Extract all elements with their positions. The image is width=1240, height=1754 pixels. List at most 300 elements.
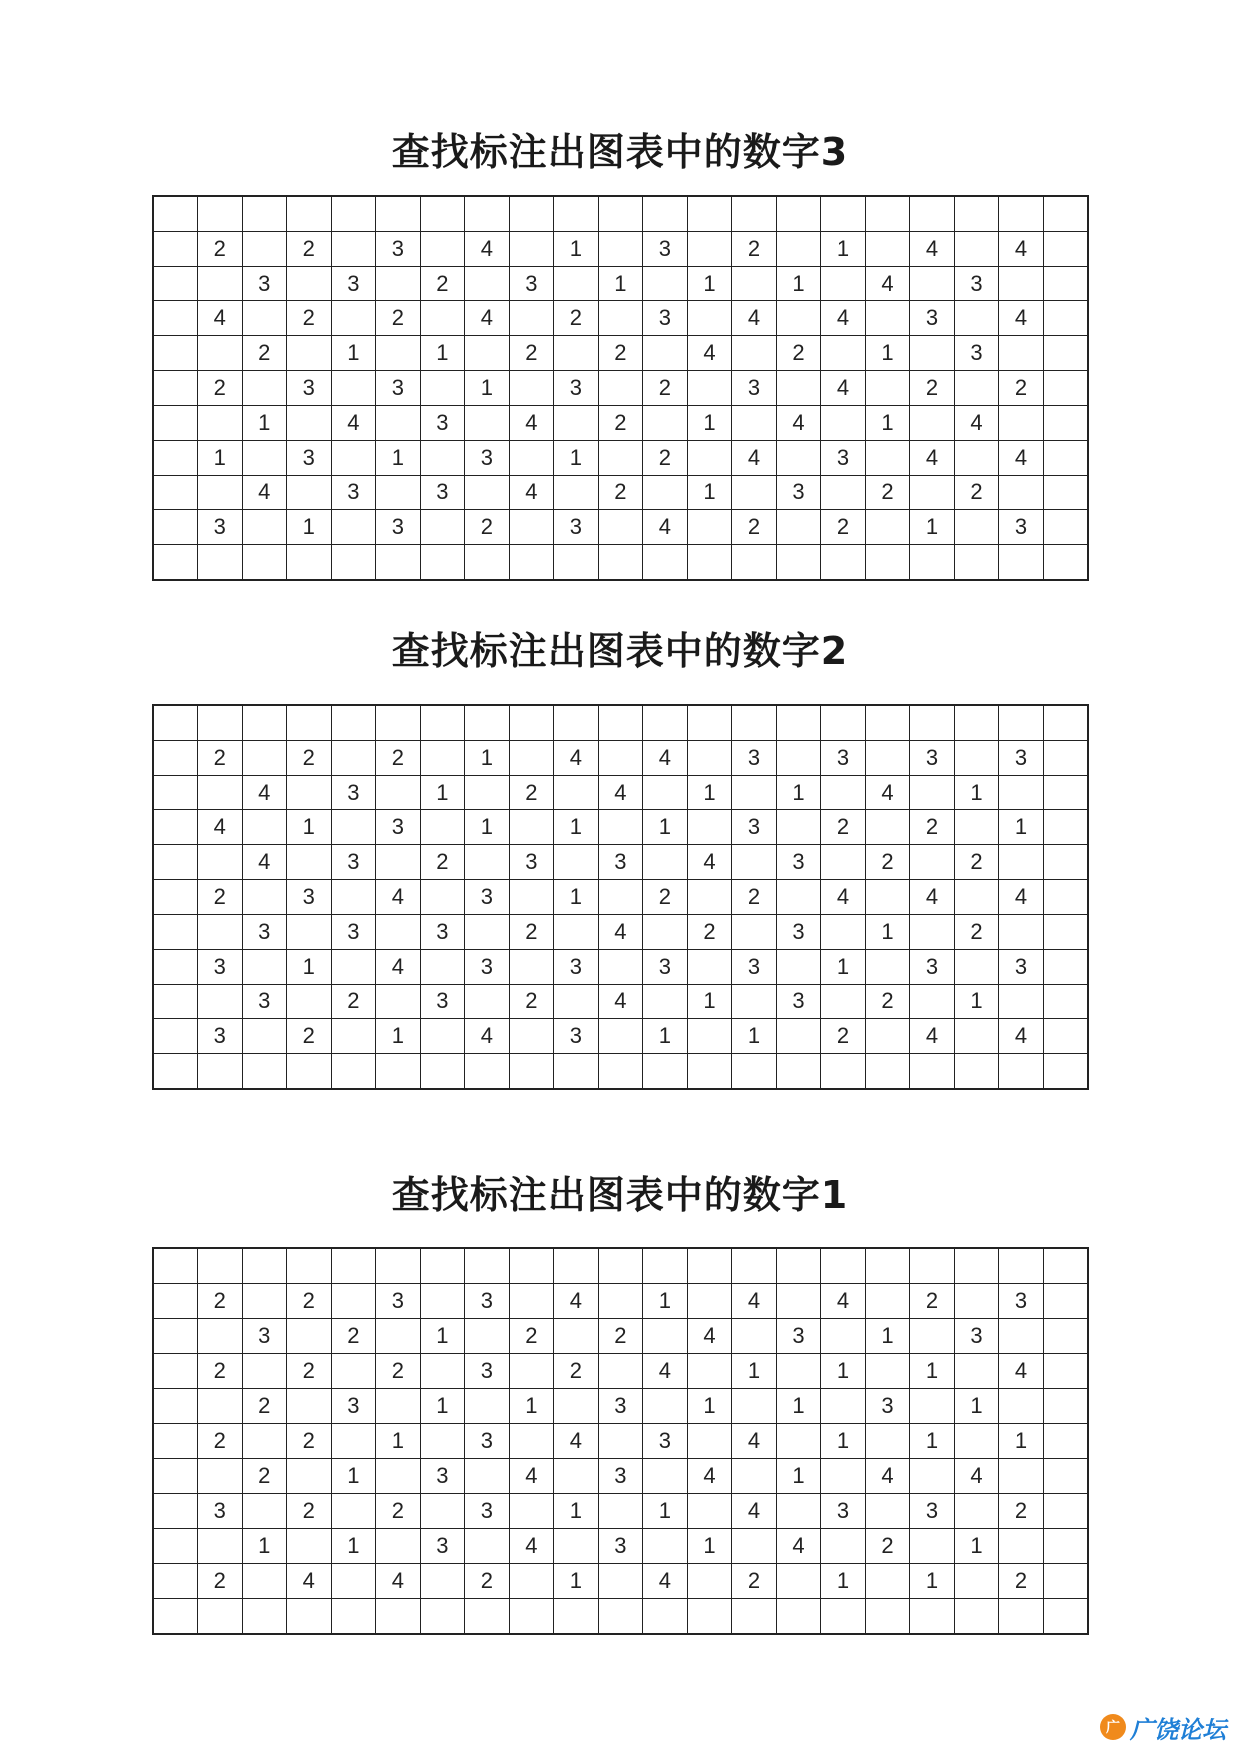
grid-cell[interactable]: 3: [465, 949, 510, 984]
grid-cell[interactable]: [732, 1318, 777, 1353]
grid-cell[interactable]: [1043, 336, 1088, 371]
grid-cell[interactable]: 1: [687, 984, 732, 1019]
grid-cell[interactable]: [821, 266, 866, 301]
grid-cell[interactable]: [420, 1054, 465, 1089]
grid-cell[interactable]: [242, 810, 287, 845]
grid-cell[interactable]: [376, 845, 421, 880]
grid-cell[interactable]: [331, 440, 376, 475]
grid-cell[interactable]: 1: [732, 1353, 777, 1388]
grid-cell[interactable]: [999, 984, 1044, 1019]
grid-cell[interactable]: 3: [376, 371, 421, 406]
grid-cell[interactable]: [999, 475, 1044, 510]
grid-cell[interactable]: 1: [242, 405, 287, 440]
grid-cell[interactable]: [287, 1054, 332, 1089]
grid-cell[interactable]: [331, 301, 376, 336]
grid-cell[interactable]: 2: [598, 1318, 643, 1353]
grid-cell[interactable]: [420, 231, 465, 266]
grid-cell[interactable]: 1: [554, 231, 599, 266]
grid-cell[interactable]: [509, 231, 554, 266]
grid-cell[interactable]: 3: [910, 949, 955, 984]
grid-cell[interactable]: 4: [687, 336, 732, 371]
grid-cell[interactable]: [999, 405, 1044, 440]
grid-cell[interactable]: [153, 705, 198, 740]
grid-cell[interactable]: 2: [687, 914, 732, 949]
grid-cell[interactable]: [153, 845, 198, 880]
grid-cell[interactable]: 1: [554, 810, 599, 845]
grid-cell[interactable]: [465, 1248, 510, 1284]
grid-cell[interactable]: 2: [865, 984, 910, 1019]
grid-cell[interactable]: 3: [242, 984, 287, 1019]
grid-cell[interactable]: 4: [376, 1563, 421, 1598]
grid-cell[interactable]: [376, 1054, 421, 1089]
grid-cell[interactable]: [999, 1458, 1044, 1493]
grid-cell[interactable]: [865, 740, 910, 775]
grid-cell[interactable]: [865, 880, 910, 915]
grid-cell[interactable]: [598, 705, 643, 740]
grid-cell[interactable]: 4: [287, 1563, 332, 1598]
grid-cell[interactable]: [865, 1019, 910, 1054]
grid-cell[interactable]: [643, 1054, 688, 1089]
grid-cell[interactable]: [821, 1458, 866, 1493]
grid-cell[interactable]: [865, 1248, 910, 1284]
grid-cell[interactable]: 3: [331, 845, 376, 880]
grid-cell[interactable]: [509, 371, 554, 406]
grid-cell[interactable]: [376, 1318, 421, 1353]
grid-cell[interactable]: [376, 1388, 421, 1423]
grid-cell[interactable]: 3: [776, 1318, 821, 1353]
grid-cell[interactable]: [732, 1528, 777, 1563]
grid-cell[interactable]: [643, 405, 688, 440]
grid-cell[interactable]: [954, 1054, 999, 1089]
grid-cell[interactable]: 3: [598, 845, 643, 880]
grid-cell[interactable]: [910, 914, 955, 949]
grid-cell[interactable]: 1: [865, 1318, 910, 1353]
grid-cell[interactable]: [865, 1054, 910, 1089]
grid-cell[interactable]: [465, 405, 510, 440]
grid-cell[interactable]: [465, 1388, 510, 1423]
grid-cell[interactable]: [509, 1493, 554, 1528]
grid-cell[interactable]: 2: [999, 1493, 1044, 1528]
grid-cell[interactable]: 3: [776, 984, 821, 1019]
grid-cell[interactable]: [420, 880, 465, 915]
grid-cell[interactable]: 1: [643, 810, 688, 845]
grid-cell[interactable]: [376, 475, 421, 510]
grid-cell[interactable]: [331, 196, 376, 231]
grid-cell[interactable]: [376, 1458, 421, 1493]
grid-cell[interactable]: [509, 1598, 554, 1634]
grid-cell[interactable]: 2: [821, 510, 866, 545]
grid-cell[interactable]: 2: [598, 475, 643, 510]
grid-cell[interactable]: [821, 984, 866, 1019]
grid-cell[interactable]: [910, 196, 955, 231]
grid-cell[interactable]: [554, 984, 599, 1019]
grid-cell[interactable]: 3: [910, 740, 955, 775]
grid-cell[interactable]: 3: [198, 510, 243, 545]
grid-cell[interactable]: [509, 545, 554, 580]
grid-cell[interactable]: 2: [865, 475, 910, 510]
grid-cell[interactable]: [999, 775, 1044, 810]
grid-cell[interactable]: [153, 336, 198, 371]
grid-cell[interactable]: [509, 1563, 554, 1598]
grid-cell[interactable]: [776, 510, 821, 545]
grid-cell[interactable]: [732, 336, 777, 371]
grid-cell[interactable]: [465, 475, 510, 510]
grid-cell[interactable]: [732, 1054, 777, 1089]
grid-cell[interactable]: [509, 196, 554, 231]
grid-cell[interactable]: 1: [821, 1563, 866, 1598]
grid-cell[interactable]: 2: [954, 914, 999, 949]
grid-cell[interactable]: [643, 705, 688, 740]
grid-cell[interactable]: [153, 371, 198, 406]
grid-cell[interactable]: 3: [287, 371, 332, 406]
grid-cell[interactable]: [331, 371, 376, 406]
grid-cell[interactable]: [420, 545, 465, 580]
grid-cell[interactable]: [198, 266, 243, 301]
grid-cell[interactable]: [198, 914, 243, 949]
grid-cell[interactable]: [643, 336, 688, 371]
grid-cell[interactable]: 1: [687, 1388, 732, 1423]
grid-cell[interactable]: 3: [465, 1423, 510, 1458]
grid-cell[interactable]: [598, 880, 643, 915]
grid-cell[interactable]: [198, 775, 243, 810]
grid-cell[interactable]: 4: [687, 845, 732, 880]
grid-cell[interactable]: 2: [331, 1318, 376, 1353]
grid-cell[interactable]: 1: [465, 371, 510, 406]
grid-cell[interactable]: [598, 545, 643, 580]
grid-cell[interactable]: [1043, 845, 1088, 880]
grid-cell[interactable]: [643, 1248, 688, 1284]
grid-cell[interactable]: [376, 914, 421, 949]
grid-cell[interactable]: [554, 1598, 599, 1634]
grid-cell[interactable]: [865, 1493, 910, 1528]
grid-cell[interactable]: [376, 775, 421, 810]
grid-cell[interactable]: [420, 1284, 465, 1319]
grid-cell[interactable]: [287, 405, 332, 440]
grid-cell[interactable]: [865, 196, 910, 231]
grid-cell[interactable]: [1043, 475, 1088, 510]
grid-cell[interactable]: [999, 336, 1044, 371]
grid-cell[interactable]: [153, 1598, 198, 1634]
grid-cell[interactable]: [954, 440, 999, 475]
grid-cell[interactable]: 2: [643, 440, 688, 475]
grid-cell[interactable]: 4: [598, 984, 643, 1019]
grid-cell[interactable]: 4: [732, 1284, 777, 1319]
grid-cell[interactable]: [242, 1284, 287, 1319]
grid-cell[interactable]: 2: [287, 231, 332, 266]
grid-cell[interactable]: 1: [331, 1528, 376, 1563]
grid-cell[interactable]: [287, 984, 332, 1019]
grid-cell[interactable]: [687, 1598, 732, 1634]
grid-cell[interactable]: 1: [821, 1423, 866, 1458]
grid-cell[interactable]: 4: [509, 1528, 554, 1563]
grid-cell[interactable]: [598, 196, 643, 231]
grid-cell[interactable]: [910, 1458, 955, 1493]
grid-cell[interactable]: [999, 1388, 1044, 1423]
grid-cell[interactable]: [598, 1493, 643, 1528]
grid-cell[interactable]: [376, 405, 421, 440]
grid-cell[interactable]: [509, 1248, 554, 1284]
grid-cell[interactable]: 3: [376, 1284, 421, 1319]
grid-cell[interactable]: [954, 1353, 999, 1388]
grid-cell[interactable]: 4: [910, 231, 955, 266]
grid-cell[interactable]: 3: [732, 740, 777, 775]
grid-cell[interactable]: [153, 475, 198, 510]
grid-cell[interactable]: [687, 705, 732, 740]
grid-cell[interactable]: 4: [776, 1528, 821, 1563]
grid-cell[interactable]: [198, 1248, 243, 1284]
grid-cell[interactable]: [153, 740, 198, 775]
grid-cell[interactable]: 1: [687, 266, 732, 301]
grid-cell[interactable]: 2: [376, 1353, 421, 1388]
grid-cell[interactable]: [776, 545, 821, 580]
grid-cell[interactable]: 2: [287, 740, 332, 775]
grid-cell[interactable]: [1043, 1458, 1088, 1493]
grid-cell[interactable]: [242, 949, 287, 984]
grid-cell[interactable]: 4: [376, 880, 421, 915]
grid-cell[interactable]: [687, 1563, 732, 1598]
grid-cell[interactable]: [776, 1493, 821, 1528]
grid-cell[interactable]: 3: [732, 371, 777, 406]
grid-cell[interactable]: [331, 949, 376, 984]
grid-cell[interactable]: 3: [554, 1019, 599, 1054]
grid-cell[interactable]: [242, 1423, 287, 1458]
grid-cell[interactable]: 2: [732, 510, 777, 545]
grid-cell[interactable]: [509, 1054, 554, 1089]
grid-cell[interactable]: 2: [420, 266, 465, 301]
grid-cell[interactable]: [865, 810, 910, 845]
grid-cell[interactable]: [865, 545, 910, 580]
grid-cell[interactable]: 2: [598, 336, 643, 371]
grid-cell[interactable]: 2: [198, 231, 243, 266]
grid-cell[interactable]: [1043, 914, 1088, 949]
grid-cell[interactable]: [198, 336, 243, 371]
grid-cell[interactable]: [821, 914, 866, 949]
grid-cell[interactable]: [732, 475, 777, 510]
grid-cell[interactable]: [1043, 266, 1088, 301]
grid-cell[interactable]: [1043, 1284, 1088, 1319]
grid-cell[interactable]: [776, 740, 821, 775]
grid-cell[interactable]: [153, 301, 198, 336]
grid-cell[interactable]: [287, 845, 332, 880]
grid-cell[interactable]: 1: [509, 1388, 554, 1423]
grid-cell[interactable]: [910, 845, 955, 880]
grid-cell[interactable]: 3: [242, 1318, 287, 1353]
grid-cell[interactable]: 2: [376, 301, 421, 336]
grid-cell[interactable]: [954, 301, 999, 336]
grid-cell[interactable]: 3: [420, 1528, 465, 1563]
grid-cell[interactable]: [1043, 775, 1088, 810]
grid-cell[interactable]: 4: [732, 1493, 777, 1528]
grid-cell[interactable]: [376, 336, 421, 371]
grid-cell[interactable]: [910, 1318, 955, 1353]
grid-cell[interactable]: [331, 810, 376, 845]
grid-cell[interactable]: [465, 336, 510, 371]
grid-cell[interactable]: 2: [509, 336, 554, 371]
grid-cell[interactable]: [732, 545, 777, 580]
grid-cell[interactable]: 1: [643, 1284, 688, 1319]
grid-cell[interactable]: 1: [376, 1423, 421, 1458]
grid-cell[interactable]: [242, 1493, 287, 1528]
grid-cell[interactable]: [242, 510, 287, 545]
grid-cell[interactable]: [153, 1563, 198, 1598]
grid-cell[interactable]: [1043, 1353, 1088, 1388]
grid-cell[interactable]: 3: [376, 810, 421, 845]
grid-cell[interactable]: 2: [554, 301, 599, 336]
grid-cell[interactable]: [732, 914, 777, 949]
grid-cell[interactable]: 1: [954, 984, 999, 1019]
grid-cell[interactable]: [242, 1019, 287, 1054]
grid-cell[interactable]: [821, 1528, 866, 1563]
grid-cell[interactable]: [198, 1458, 243, 1493]
grid-cell[interactable]: [420, 1598, 465, 1634]
grid-cell[interactable]: 1: [331, 336, 376, 371]
grid-cell[interactable]: [821, 336, 866, 371]
grid-cell[interactable]: 1: [420, 775, 465, 810]
grid-cell[interactable]: 3: [999, 510, 1044, 545]
grid-cell[interactable]: 4: [643, 1563, 688, 1598]
grid-cell[interactable]: [153, 1284, 198, 1319]
grid-cell[interactable]: [509, 1019, 554, 1054]
grid-cell[interactable]: [1043, 1563, 1088, 1598]
grid-cell[interactable]: [1043, 1019, 1088, 1054]
grid-cell[interactable]: 3: [732, 949, 777, 984]
grid-cell[interactable]: 1: [687, 475, 732, 510]
grid-cell[interactable]: [287, 705, 332, 740]
grid-cell[interactable]: 2: [287, 1423, 332, 1458]
grid-cell[interactable]: 3: [198, 949, 243, 984]
grid-cell[interactable]: [554, 1388, 599, 1423]
grid-cell[interactable]: [865, 1284, 910, 1319]
grid-cell[interactable]: [153, 914, 198, 949]
grid-cell[interactable]: 4: [999, 440, 1044, 475]
grid-cell[interactable]: [999, 1528, 1044, 1563]
grid-cell[interactable]: [954, 1284, 999, 1319]
grid-cell[interactable]: [954, 740, 999, 775]
grid-cell[interactable]: [465, 775, 510, 810]
grid-cell[interactable]: [331, 1019, 376, 1054]
grid-cell[interactable]: [420, 196, 465, 231]
grid-cell[interactable]: [687, 1019, 732, 1054]
grid-cell[interactable]: [153, 1353, 198, 1388]
grid-cell[interactable]: [554, 1054, 599, 1089]
grid-cell[interactable]: 4: [865, 775, 910, 810]
grid-cell[interactable]: [242, 1598, 287, 1634]
grid-cell[interactable]: 2: [554, 1353, 599, 1388]
grid-cell[interactable]: [420, 1493, 465, 1528]
grid-cell[interactable]: 3: [331, 775, 376, 810]
grid-cell[interactable]: [287, 266, 332, 301]
grid-cell[interactable]: [153, 510, 198, 545]
grid-cell[interactable]: [420, 1423, 465, 1458]
grid-cell[interactable]: [331, 880, 376, 915]
grid-cell[interactable]: [287, 775, 332, 810]
grid-cell[interactable]: [865, 510, 910, 545]
grid-cell[interactable]: 4: [554, 1284, 599, 1319]
grid-cell[interactable]: 4: [509, 405, 554, 440]
grid-cell[interactable]: [865, 231, 910, 266]
grid-cell[interactable]: 2: [376, 740, 421, 775]
grid-cell[interactable]: [865, 440, 910, 475]
grid-cell[interactable]: [331, 510, 376, 545]
grid-cell[interactable]: 3: [331, 475, 376, 510]
grid-cell[interactable]: [287, 475, 332, 510]
grid-cell[interactable]: [1043, 984, 1088, 1019]
grid-cell[interactable]: 2: [954, 475, 999, 510]
grid-cell[interactable]: [643, 1318, 688, 1353]
grid-cell[interactable]: 1: [776, 266, 821, 301]
grid-cell[interactable]: 2: [954, 845, 999, 880]
grid-cell[interactable]: [821, 705, 866, 740]
grid-cell[interactable]: [331, 1284, 376, 1319]
grid-cell[interactable]: [420, 440, 465, 475]
grid-cell[interactable]: 2: [198, 1563, 243, 1598]
grid-cell[interactable]: 3: [420, 405, 465, 440]
grid-cell[interactable]: 4: [509, 1458, 554, 1493]
grid-cell[interactable]: 4: [821, 880, 866, 915]
grid-cell[interactable]: [910, 984, 955, 1019]
grid-cell[interactable]: [153, 1019, 198, 1054]
grid-cell[interactable]: 2: [420, 845, 465, 880]
grid-cell[interactable]: 2: [287, 1019, 332, 1054]
grid-cell[interactable]: [465, 845, 510, 880]
grid-cell[interactable]: [198, 845, 243, 880]
grid-cell[interactable]: [776, 301, 821, 336]
grid-cell[interactable]: 4: [643, 740, 688, 775]
grid-cell[interactable]: 1: [954, 1528, 999, 1563]
grid-cell[interactable]: 4: [598, 914, 643, 949]
grid-cell[interactable]: 1: [821, 949, 866, 984]
grid-cell[interactable]: 3: [954, 1318, 999, 1353]
grid-cell[interactable]: 2: [465, 1563, 510, 1598]
grid-cell[interactable]: [910, 545, 955, 580]
grid-cell[interactable]: [1043, 196, 1088, 231]
grid-cell[interactable]: [732, 1458, 777, 1493]
grid-cell[interactable]: 1: [554, 1563, 599, 1598]
grid-cell[interactable]: 1: [910, 1423, 955, 1458]
grid-cell[interactable]: [331, 231, 376, 266]
grid-cell[interactable]: [331, 740, 376, 775]
grid-cell[interactable]: 3: [910, 1493, 955, 1528]
grid-cell[interactable]: [687, 740, 732, 775]
grid-cell[interactable]: 3: [242, 914, 287, 949]
grid-cell[interactable]: [598, 949, 643, 984]
grid-cell[interactable]: [643, 266, 688, 301]
grid-cell[interactable]: [954, 1423, 999, 1458]
grid-cell[interactable]: [153, 1528, 198, 1563]
grid-cell[interactable]: [821, 845, 866, 880]
grid-cell[interactable]: [331, 705, 376, 740]
grid-cell[interactable]: 4: [687, 1458, 732, 1493]
grid-cell[interactable]: 2: [287, 1493, 332, 1528]
grid-cell[interactable]: 4: [598, 775, 643, 810]
grid-cell[interactable]: [242, 440, 287, 475]
grid-cell[interactable]: [242, 231, 287, 266]
grid-cell[interactable]: [153, 1054, 198, 1089]
grid-cell[interactable]: [465, 196, 510, 231]
grid-cell[interactable]: 4: [198, 301, 243, 336]
grid-cell[interactable]: [776, 1423, 821, 1458]
grid-cell[interactable]: [198, 1388, 243, 1423]
grid-cell[interactable]: [732, 984, 777, 1019]
grid-cell[interactable]: 3: [598, 1528, 643, 1563]
grid-cell[interactable]: [153, 1423, 198, 1458]
grid-cell[interactable]: [732, 705, 777, 740]
grid-cell[interactable]: 2: [242, 1388, 287, 1423]
grid-cell[interactable]: [732, 196, 777, 231]
grid-cell[interactable]: [598, 510, 643, 545]
grid-cell[interactable]: 1: [287, 510, 332, 545]
grid-cell[interactable]: [420, 705, 465, 740]
